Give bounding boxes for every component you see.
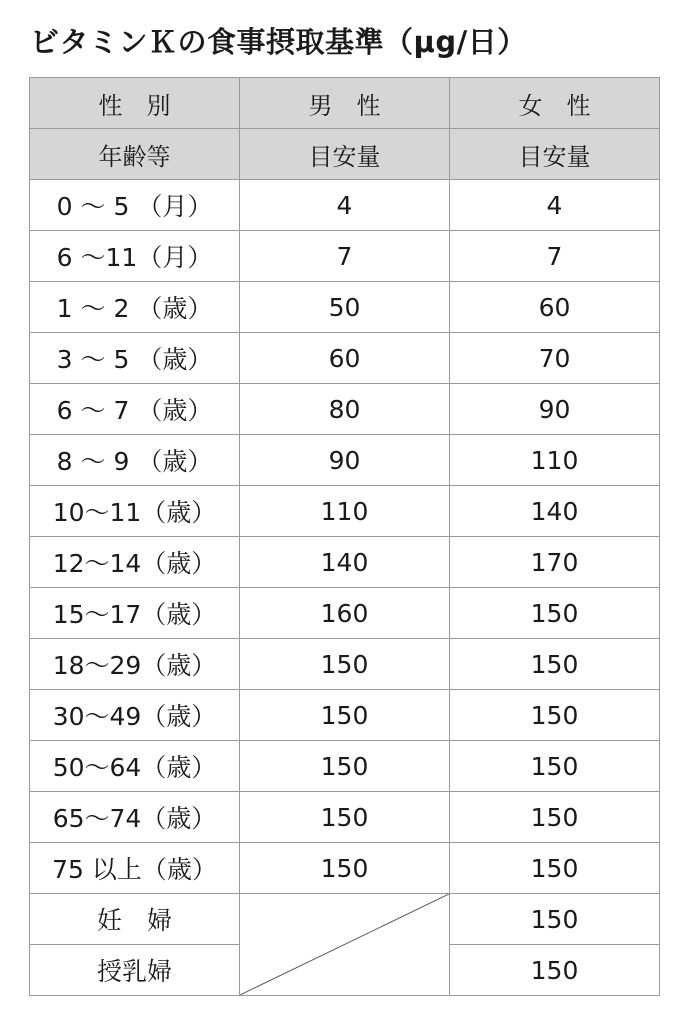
male-value-cell: 150 [240, 639, 450, 690]
age-group-cell: 50～64（歳） [30, 741, 240, 792]
table-row [30, 180, 660, 231]
table-row [30, 843, 660, 894]
table-row [30, 282, 660, 333]
male-value-cell: 4 [240, 180, 450, 231]
male-value-cell: 150 [240, 843, 450, 894]
age-group-cell: 1 ～ 2 （歳） [30, 282, 240, 333]
table-row [30, 333, 660, 384]
age-group-cell: 30～49（歳） [30, 690, 240, 741]
header-row-age [30, 129, 660, 180]
age-group-cell: 6 ～11（月） [30, 231, 240, 282]
table-row [30, 690, 660, 741]
header-male-adequate-intake: 目安量 [240, 129, 450, 180]
table-row [30, 741, 660, 792]
male-value-cell: 140 [240, 537, 450, 588]
female-value-cell: 150 [450, 588, 660, 639]
age-group-cell: 75 以上（歳） [30, 843, 240, 894]
table-row [30, 588, 660, 639]
female-value-cell: 110 [450, 435, 660, 486]
male-value-cell: 150 [240, 792, 450, 843]
header-gender-label: 性 別 [30, 78, 240, 129]
female-value-cell: 150 [450, 894, 660, 945]
age-group-cell: 6 ～ 7 （歳） [30, 384, 240, 435]
vitamin-k-intake-table [29, 77, 660, 996]
age-group-cell: 18～29（歳） [30, 639, 240, 690]
table-row [30, 537, 660, 588]
female-value-cell: 4 [450, 180, 660, 231]
table-row [30, 792, 660, 843]
age-group-cell: 12～14（歳） [30, 537, 240, 588]
table-row [30, 435, 660, 486]
age-group-cell: 8 ～ 9 （歳） [30, 435, 240, 486]
age-group-cell: 0 ～ 5 （月） [30, 180, 240, 231]
age-group-cell: 3 ～ 5 （歳） [30, 333, 240, 384]
age-group-cell: 65～74（歳） [30, 792, 240, 843]
female-value-cell: 150 [450, 690, 660, 741]
female-value-cell: 150 [450, 639, 660, 690]
female-value-cell: 140 [450, 486, 660, 537]
male-value-cell: 160 [240, 588, 450, 639]
female-value-cell: 7 [450, 231, 660, 282]
table-row [30, 639, 660, 690]
special-group-cell: 授乳婦 [30, 945, 240, 996]
age-group-cell: 15～17（歳） [30, 588, 240, 639]
not-applicable-diagonal-cell [240, 894, 450, 996]
female-value-cell: 150 [450, 792, 660, 843]
male-value-cell: 80 [240, 384, 450, 435]
page-title: ビタミンＫの食事摂取基準（μg/日） [30, 25, 527, 59]
header-male: 男 性 [240, 78, 450, 129]
female-value-cell: 60 [450, 282, 660, 333]
diagonal-line [240, 894, 449, 995]
header-female: 女 性 [450, 78, 660, 129]
female-value-cell: 150 [450, 843, 660, 894]
female-value-cell: 170 [450, 537, 660, 588]
table-row [30, 486, 660, 537]
female-value-cell: 90 [450, 384, 660, 435]
female-value-cell: 70 [450, 333, 660, 384]
special-group-cell: 妊 婦 [30, 894, 240, 945]
header-female-adequate-intake: 目安量 [450, 129, 660, 180]
female-value-cell: 150 [450, 741, 660, 792]
header-age-label: 年齢等 [30, 129, 240, 180]
male-value-cell: 60 [240, 333, 450, 384]
female-value-cell: 150 [450, 945, 660, 996]
table-row [30, 384, 660, 435]
table-row-special [30, 894, 660, 945]
age-group-cell: 10～11（歳） [30, 486, 240, 537]
header-row-gender [30, 78, 660, 129]
male-value-cell: 7 [240, 231, 450, 282]
male-value-cell: 150 [240, 741, 450, 792]
male-value-cell: 110 [240, 486, 450, 537]
table-row [30, 231, 660, 282]
male-value-cell: 90 [240, 435, 450, 486]
male-value-cell: 150 [240, 690, 450, 741]
male-value-cell: 50 [240, 282, 450, 333]
